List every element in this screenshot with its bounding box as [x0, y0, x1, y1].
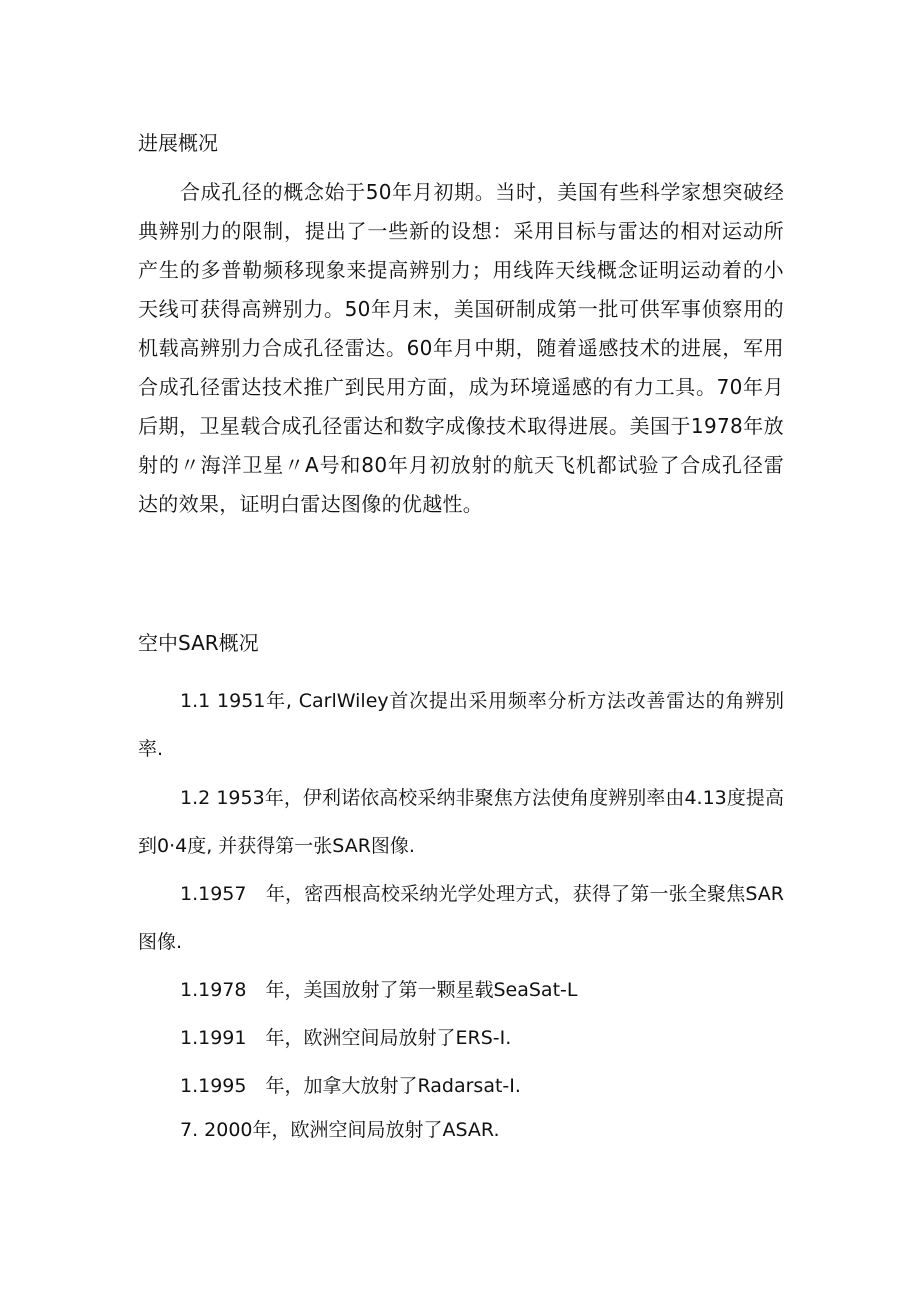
list-item: 1.1995 年，加拿大放射了Radarsat-I. [180, 1075, 521, 1097]
list-item: 1.1991 年，欧洲空间局放射了ERS-I. [180, 1027, 512, 1049]
list-item: 1.2 1953年，伊利诺依高校采纳非聚焦方法使角度辨别率由4.13度提高到0·4度, 并获得第一张SAR图像. [138, 787, 784, 857]
section-heading-progress: 进展概况 [138, 131, 218, 155]
list-item: 1.1957 年，密西根高校采纳光学处理方式，获得了第一张全聚焦SAR图像. [138, 883, 784, 953]
list-item: 1.1 1951年, CarlWiley首次提出采用频率分析方法改善雷达的角辨别率. [138, 690, 784, 760]
section-heading-airborne-sar: 空中SAR概况 [138, 631, 259, 655]
list-item: 7. 2000年，欧洲空间局放射了ASAR. [180, 1119, 500, 1141]
list-item: 1.1978 年，美国放射了第一颗星载SeaSat-L [180, 979, 578, 1001]
progress-paragraph: 合成孔径的概念始于50年月初期。当时，美国有些科学家想突破经典辨别力的限制，提出了一些新的设想：采用目标与雷达的相对运动所产生的多普勒频移现象来提高辨别力；用线阵天线概念证明运动着的小天线可获得高辨别力。50年月末，美国研制成第一批可供军事侦察用的机载高辨别力合成孔径雷达。60年月中期，随着遥感技术的进展，军用合成孔径雷达技术推广到民用方面，成为环境遥感的有力工具。70年月后期，卫星载合成孔径雷达和数字成像技术取得进展。美国于1978年放射的〃海洋卫星〃A号和80年月初放射的航天飞机都试验了合成孔径雷达的效果，证明白雷达图像的优越性。 [138, 180, 784, 516]
